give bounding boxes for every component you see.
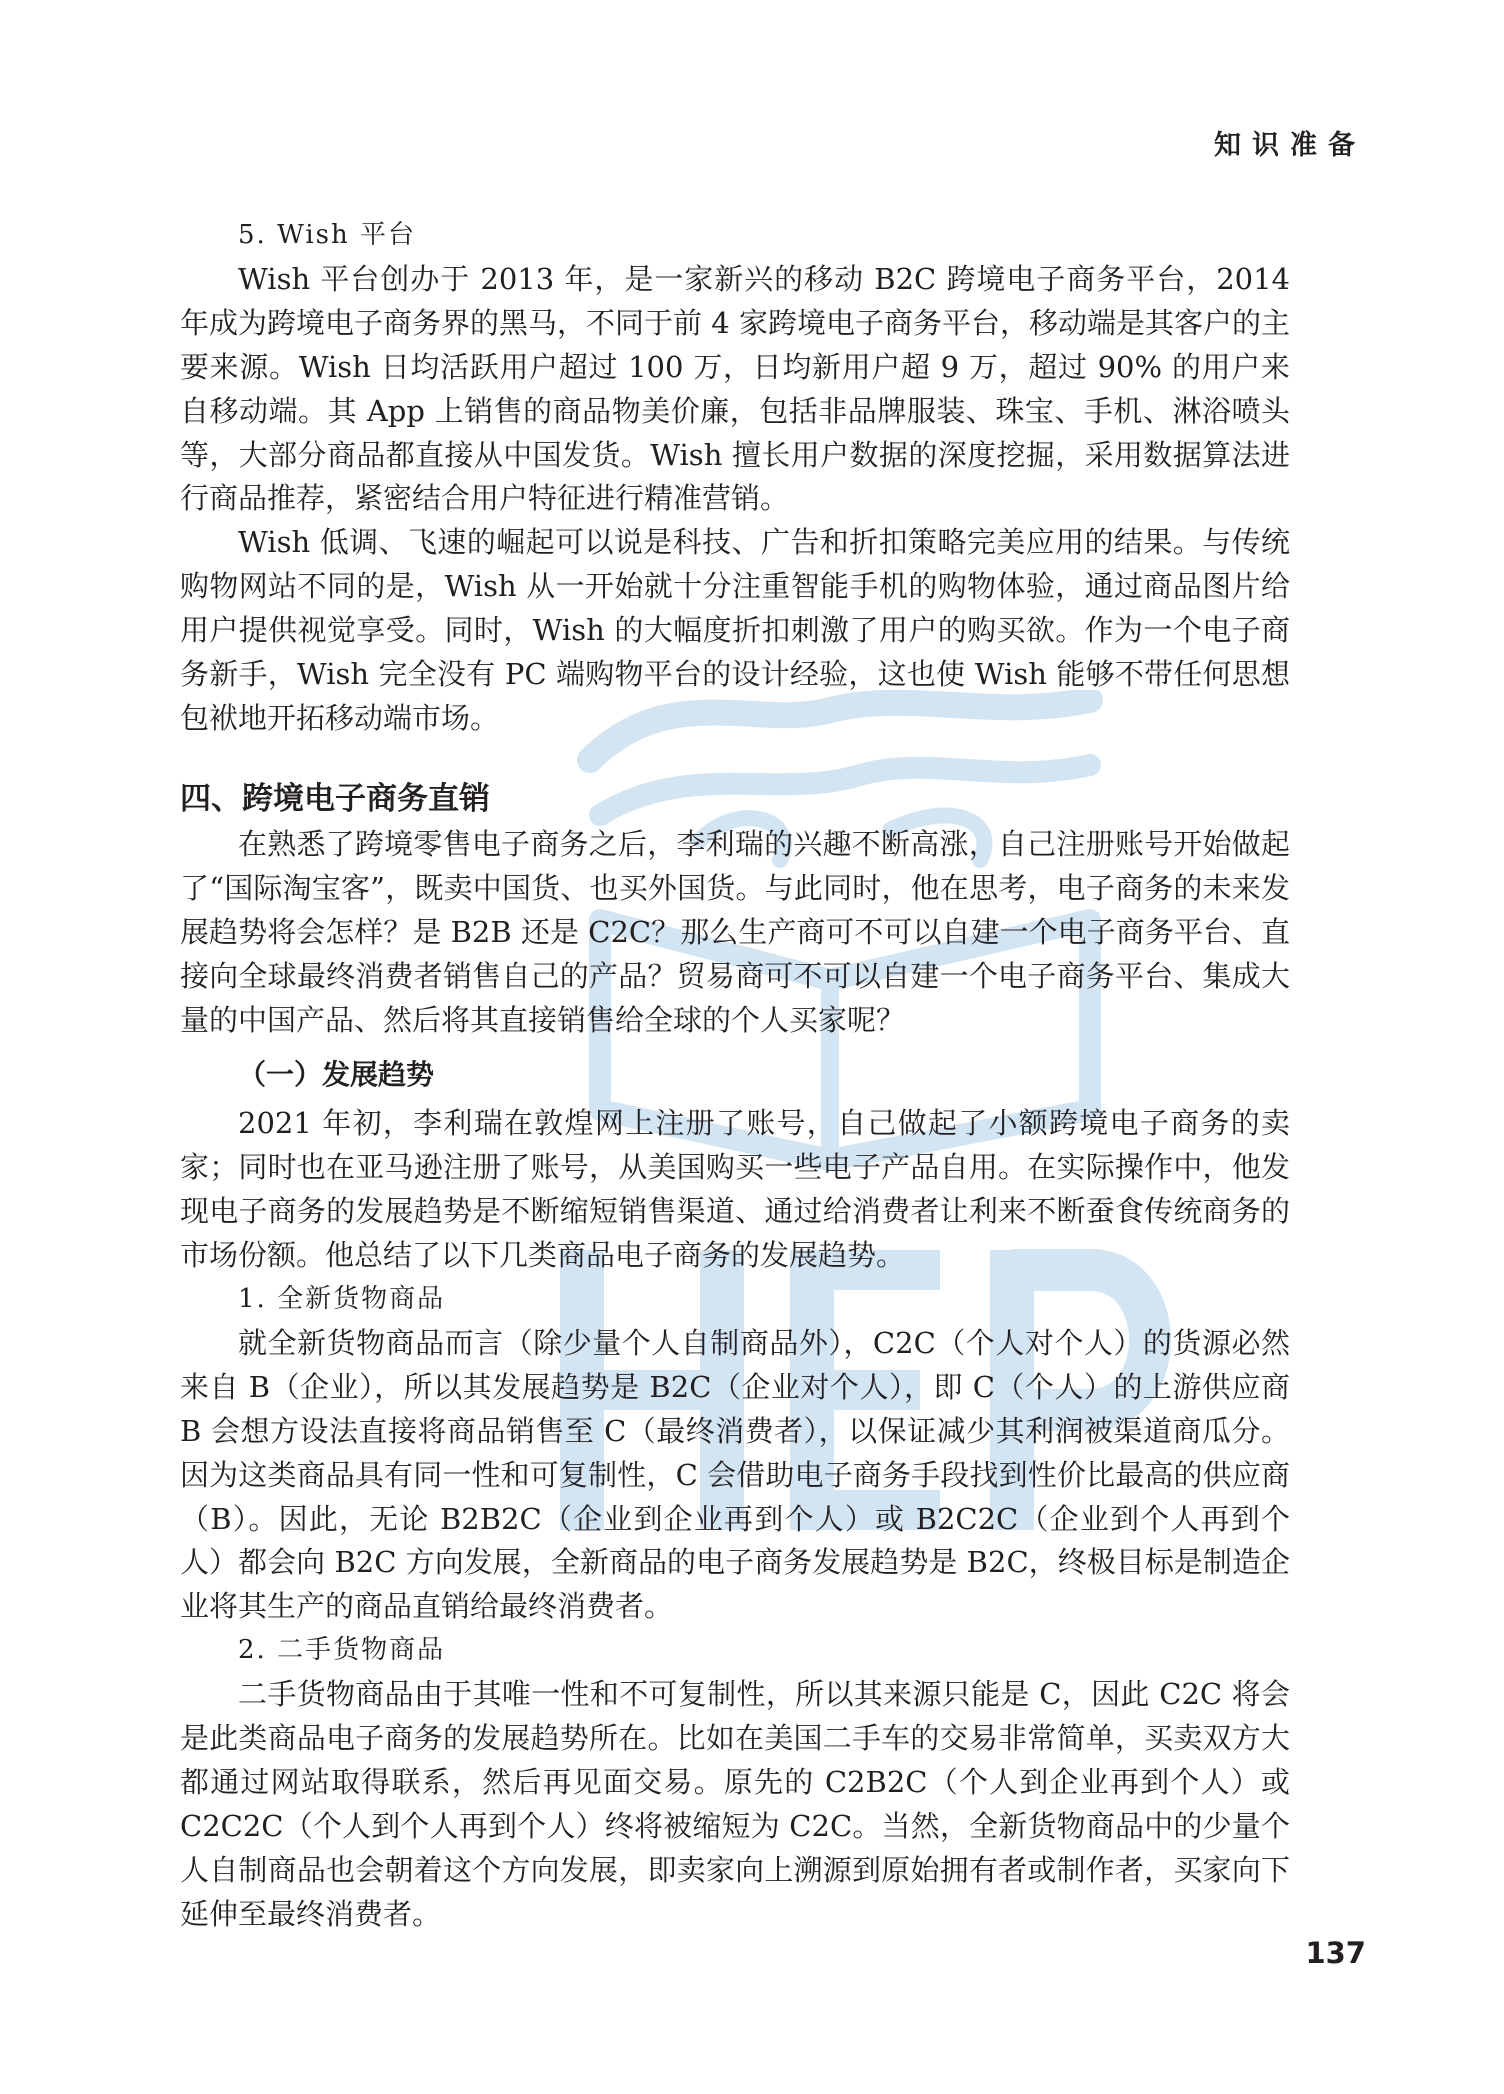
running-head: 知识准备 [1214, 130, 1366, 161]
paragraph-used-goods: 二手货物商品由于其唯一性和不可复制性，所以其来源只能是 C，因此 C2C 将会是此类商品电子商务的发展趋势所在。比如在美国二手车的交易非常简单，买卖双方大都通过网站取得联系，然后再见面交易。原先的 C2B2C（个人到企业再到个人）或 C2C2C（个人到个人再到个人）终将被缩短为 C2C。当然，全新货物商品中的少量个人自制商品也会朝着这个方向发展，即卖家向上溯源到原始拥有者或制作者，买家向下延伸至最终消费者。 [180, 1677, 1290, 1931]
subsection-heading-trend: （一）发展趋势 [238, 1058, 435, 1092]
section-heading-direct-sales: 四、跨境电子商务直销 [180, 780, 490, 817]
page-body [180, 214, 1290, 1937]
paragraph-wish-rise: Wish 低调、飞速的崛起可以说是科技、广告和折扣策略完美应用的结果。与传统购物网站不同的是，Wish 从一开始就十分注重智能手机的购物体验，通过商品图片给用户提供视觉享受。同时，Wish 的大幅度折扣刺激了用户的购买欲。作为一个电子商务新手，Wish 完全没有 PC 端购物平台的设计经验，这也使 Wish 能够不带任何思想包袱地开拓移动端市场。 [180, 525, 1290, 735]
paragraph-trend-intro: 2021 年初，李利瑞在敦煌网上注册了账号，自己做起了小额跨境电子商务的卖家；同时也在亚马逊注册了账号，从美国购买一些电子产品自用。在实际操作中，他发现电子商务的发展趋势是不断缩短销售渠道、通过给消费者让利来不断蚕食传统商务的市场份额。他总结了以下几类商品电子商务的发展趋势。 [180, 1106, 1290, 1273]
paragraph-new-goods: 就全新货物商品而言（除少量个人自制商品外），C2C（个人对个人）的货源必然来自 B（企业），所以其发展趋势是 B2C（企业对个人），即 C（个人）的上游供应商 B 会想方设法直接将商品销售至 C（最终消费者），以保证减少其利润被渠道商瓜分。因为这类商品具有同一性和可复制性，C 会借助电子商务手段找到性价比最高的供应商（B）。因此，无论 B2B2C（企业到企业再到个人）或 B2C2C（企业到个人再到个人）都会向 B2C 方向发展，全新商品的电子商务发展趋势是 B2C，终极目标是制造企业将其生产的商品直销给最终消费者。 [180, 1325, 1290, 1624]
page-number: 137 [1305, 1936, 1366, 1970]
subsection-heading-wish: 5. Wish 平台 [238, 220, 417, 250]
paragraph-wish-intro: Wish 平台创办于 2013 年，是一家新兴的移动 B2C 跨境电子商务平台，2014 年成为跨境电子商务界的黑马，不同于前 4 家跨境电子商务平台，移动端是其客户的主要来源。Wish 日均活跃用户超过 100 万，日均新用户超 9 万，超过 90% 的用户来自移动端。其 App 上销售的商品物美价廉，包括非品牌服装、珠宝、手机、淋浴喷头等，大部分商品都直接从中国发货。Wish 擅长用户数据的深度挖掘，采用数据算法进行商品推荐，紧密结合用户特征进行精准营销。 [180, 261, 1290, 516]
list-item-heading-used-goods: 2. 二手货物商品 [238, 1635, 446, 1666]
list-item-heading-new-goods: 1. 全新货物商品 [238, 1284, 446, 1315]
paragraph-direct-intro: 在熟悉了跨境零售电子商务之后，李利瑞的兴趣不断高涨，自己注册账号开始做起了“国际淘宝客”，既卖中国货、也买外国货。与此同时，他在思考，电子商务的未来发展趋势将会怎样？是 B2B 还是 C2C？那么生产商可不可以自建一个电子商务平台、直接向全球最终消费者销售自己的产品？贸易商可不可以自建一个电子商务平台、集成大量的中国产品、然后将其直接销售给全球的个人买家呢？ [180, 826, 1290, 1037]
